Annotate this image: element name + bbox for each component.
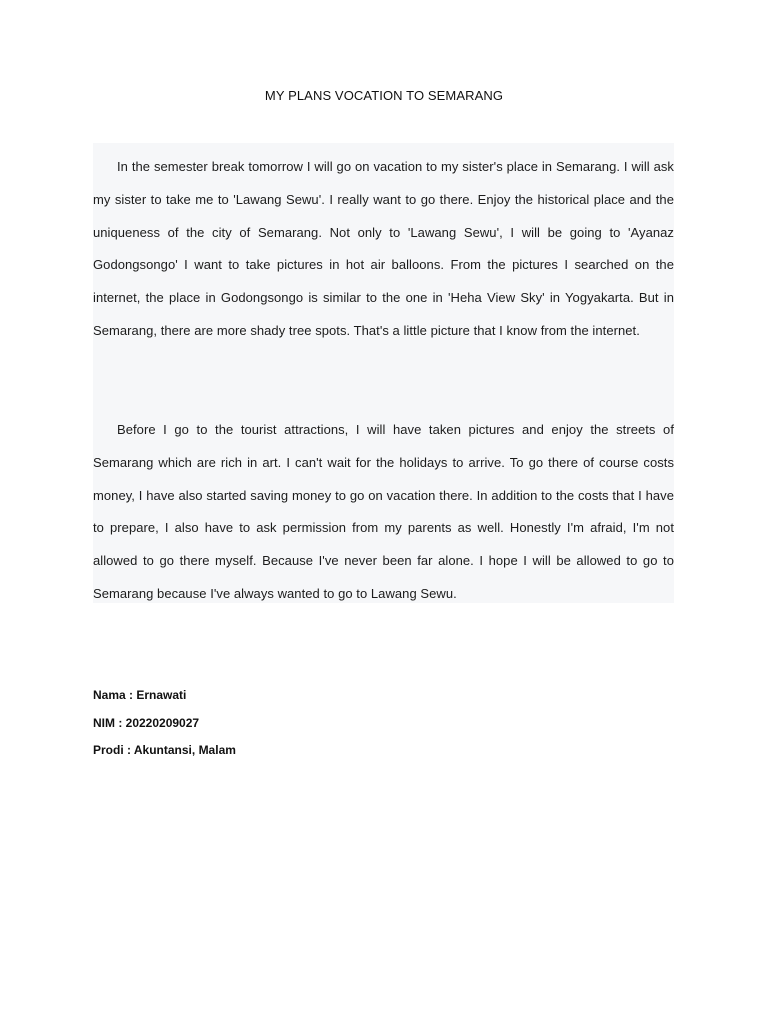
- document-title: MY PLANS VOCATION TO SEMARANG: [264, 88, 504, 103]
- paragraph-1: In the semester break tomorrow I will go on vacation to my sister's place in Semarang. I will ask my sister to take me to 'Lawang Sewu'. I really want to go there. Enjoy the historical place and the uniqueness of the city of Semarang. Not only to 'Lawang Sewu', I will be going to 'Ayanaz Godongsongo' I want to take pictures in hot air balloons. From the pictures I searched on the internet, the place in Godongsongo is similar to the one in 'Heha View Sky' in Yogyakarta. But in Semarang, there are more shady tree spots. That's a little picture that I know from the internet.: [93, 159, 674, 338]
- identity-program: Prodi : Akuntansi, Malam: [93, 743, 236, 757]
- identity-block: [93, 682, 493, 765]
- identity-name: Nama : Ernawati: [93, 688, 187, 702]
- paragraph-2: Before I go to the tourist attractions, I will have taken pictures and enjoy the streets of Semarang which are rich in art. I can't wait for the holidays to arrive. To go there of course costs money, I have also started saving money to go on vacation there. In addition to the costs that I have to prepare, I also have to ask permission from my parents as well. Honestly I'm afraid, I'm not allowed to go there myself. Because I've never been far alone. I hope I will be allowed to go to Semarang because I've always wanted to go to Lawang Sewu.: [93, 422, 674, 601]
- identity-nim: NIM : 20220209027: [93, 715, 200, 730]
